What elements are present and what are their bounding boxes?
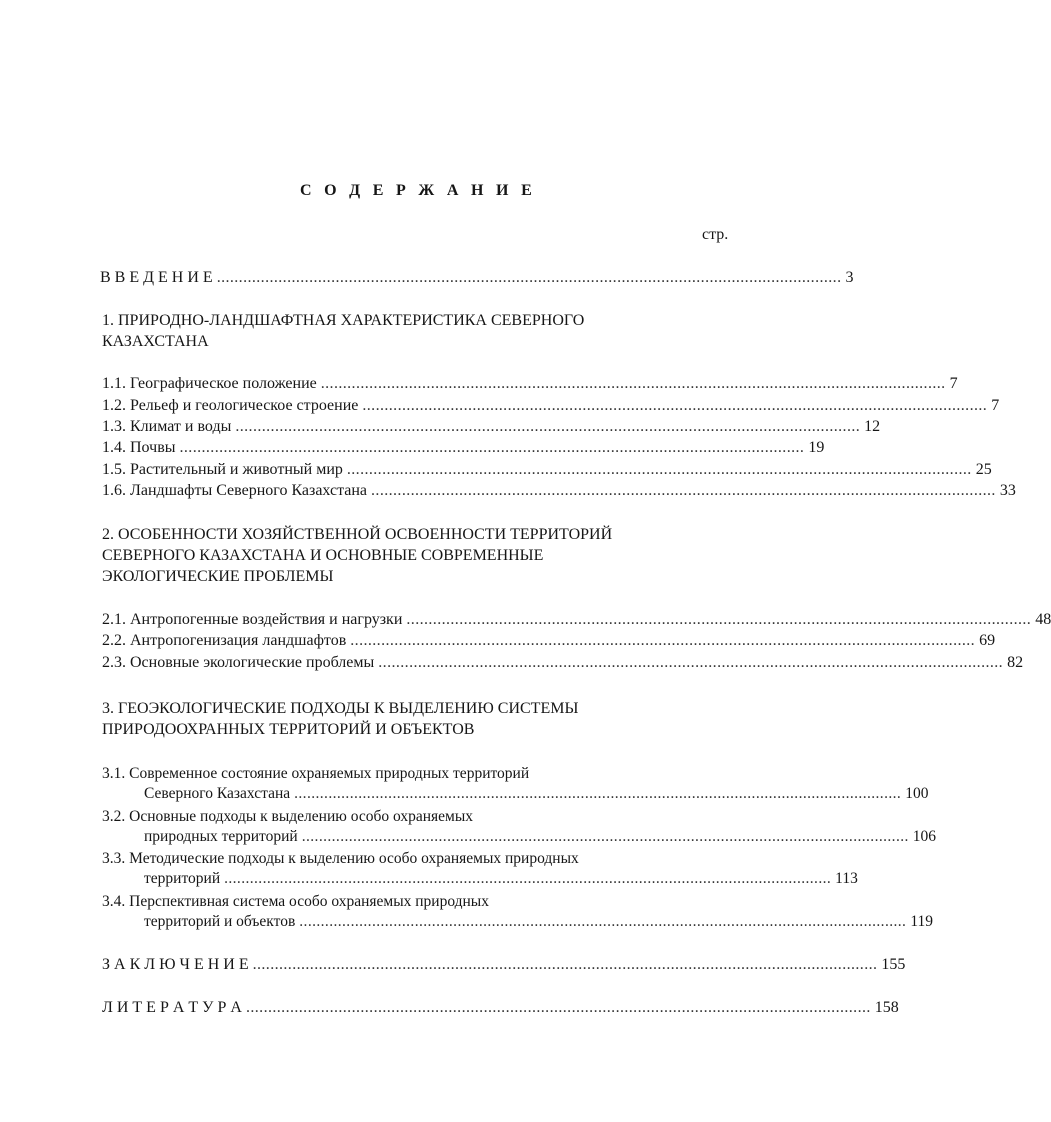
dot-leader: .............................................................................................................................................. xyxy=(362,397,988,414)
section-heading-3 xyxy=(102,698,722,740)
toc-entry-1-3[interactable] xyxy=(102,417,881,437)
toc-entry-3-1[interactable] xyxy=(102,763,929,804)
dot-leader: .............................................................................................................................................. xyxy=(350,632,976,649)
toc-entry-label: территорий и объектов xyxy=(144,913,296,930)
toc-entry-continuation xyxy=(102,869,858,889)
toc-entry-page: 3 xyxy=(845,269,854,286)
toc-entry-label: 3.4. Перспективная система особо охраняемых природных xyxy=(102,893,489,910)
dot-leader: .............................................................................................................................................. xyxy=(301,828,909,845)
dot-leader: .............................................................................................................................................. xyxy=(320,375,946,392)
toc-entry-page: 19 xyxy=(808,439,825,456)
section-heading-line: 1. ПРИРОДНО-ЛАНДШАФТНАЯ ХАРАКТЕРИСТИКА СЕВЕРНОГО xyxy=(102,312,585,329)
toc-entry-label: 1.3. Климат и воды xyxy=(102,418,232,435)
section-heading-line: ПРИРОДООХРАННЫХ ТЕРРИТОРИЙ И ОБЪЕКТОВ xyxy=(102,721,475,738)
dot-leader: .............................................................................................................................................. xyxy=(245,999,871,1016)
dot-leader: .............................................................................................................................................. xyxy=(299,913,907,930)
section-heading-line: 3. ГЕОЭКОЛОГИЧЕСКИЕ ПОДХОДЫ К ВЫДЕЛЕНИЮ СИСТЕМЫ xyxy=(102,700,579,717)
toc-entry-label: Северного Казахстана xyxy=(144,785,291,802)
toc-entry-page: 119 xyxy=(910,913,934,930)
toc-entry-page: 7 xyxy=(949,375,958,392)
toc-entry-label: 3.3. Методические подходы к выделению особо охраняемых природных xyxy=(102,850,579,867)
toc-entry-page: 7 xyxy=(991,397,1000,414)
toc-entry-continuation xyxy=(102,784,929,804)
page-column-label: стр. xyxy=(702,226,729,243)
toc-entry-3-2[interactable] xyxy=(102,806,937,847)
dot-leader: .............................................................................................................................................. xyxy=(216,269,842,286)
dot-leader: .............................................................................................................................................. xyxy=(252,956,878,973)
toc-entry-page: 48 xyxy=(1035,611,1051,628)
toc-entry-page: 69 xyxy=(979,632,996,649)
toc-entry-label: 3.1. Современное состояние охраняемых природных территорий xyxy=(102,765,530,782)
page-title: С О Д Е Р Ж А Н И Е xyxy=(299,182,537,199)
toc-entry-literature[interactable] xyxy=(102,998,899,1018)
toc-entry-conclusion[interactable] xyxy=(102,955,906,975)
toc-entry-label: В В Е Д Е Н И Е xyxy=(100,269,213,286)
toc-entry-page: 113 xyxy=(835,870,858,887)
toc-entry-label: 1.4. Почвы xyxy=(102,439,176,456)
toc-entry-label: 3.2. Основные подходы к выделению особо охраняемых xyxy=(102,808,474,825)
dot-leader: .............................................................................................................................................. xyxy=(346,461,972,478)
toc-entry-page: 33 xyxy=(999,482,1016,499)
section-heading-1 xyxy=(102,310,702,352)
toc-entry-label: 2.3. Основные экологические проблемы xyxy=(102,654,375,671)
toc-entry-page: 12 xyxy=(864,418,881,435)
toc-entry-page: 106 xyxy=(912,828,937,845)
section-heading-line: СЕВЕРНОГО КАЗАХСТАНА И ОСНОВНЫЕ СОВРЕМЕННЫЕ xyxy=(102,547,544,564)
toc-entry-1-1[interactable] xyxy=(102,374,958,394)
toc-entry-label: 2.1. Антропогенные воздействия и нагрузки xyxy=(102,611,403,628)
toc-entry-label: 1.6. Ландшафты Северного Казахстана xyxy=(102,482,368,499)
toc-entry-1-6[interactable] xyxy=(102,481,1016,501)
dot-leader: .............................................................................................................................................. xyxy=(235,418,861,435)
toc-entry-1-2[interactable] xyxy=(102,396,1000,416)
toc-entry-label: 1.5. Растительный и животный мир xyxy=(102,461,343,478)
toc-entry-label: 1.1. Географическое положение xyxy=(102,375,317,392)
dot-leader: .............................................................................................................................................. xyxy=(371,482,996,499)
toc-entry-label: З А К Л Ю Ч Е Н И Е xyxy=(102,956,249,973)
toc-entry-1-4[interactable] xyxy=(102,438,825,458)
toc-entry-page: 25 xyxy=(975,461,992,478)
toc-entry-introduction[interactable] xyxy=(100,268,854,288)
dot-leader: .............................................................................................................................................. xyxy=(294,785,902,802)
toc-entry-label: природных территорий xyxy=(144,828,298,845)
dot-leader: .............................................................................................................................................. xyxy=(224,870,832,887)
toc-entry-page: 158 xyxy=(874,999,899,1016)
toc-entry-page: 155 xyxy=(881,956,906,973)
toc-entry-label: 1.2. Рельеф и геологическое строение xyxy=(102,397,359,414)
toc-entry-label: Л И Т Е Р А Т У Р А xyxy=(102,999,242,1016)
dot-leader: .............................................................................................................................................. xyxy=(378,654,1004,671)
toc-entry-page: 100 xyxy=(905,785,929,802)
dot-leader: .............................................................................................................................................. xyxy=(406,611,1032,628)
section-heading-2 xyxy=(102,524,722,587)
section-heading-line: КАЗАХСТАНА xyxy=(102,333,209,350)
toc-entry-2-2[interactable] xyxy=(102,631,996,651)
toc-entry-2-1[interactable] xyxy=(102,610,1051,630)
toc-entry-1-5[interactable] xyxy=(102,460,992,480)
toc-entry-continuation xyxy=(102,912,934,932)
section-heading-line: 2. ОСОБЕННОСТИ ХОЗЯЙСТВЕННОЙ ОСВОЕННОСТИ ТЕРРИТОРИЙ xyxy=(102,526,613,543)
toc-entry-3-3[interactable] xyxy=(102,848,858,889)
toc-entry-label: территорий xyxy=(144,870,221,887)
dot-leader: .............................................................................................................................................. xyxy=(179,439,805,456)
section-heading-line: ЭКОЛОГИЧЕСКИЕ ПРОБЛЕМЫ xyxy=(102,568,334,585)
toc-entry-2-3[interactable] xyxy=(102,653,1024,673)
toc-entry-continuation xyxy=(102,827,937,847)
toc-entry-3-4[interactable] xyxy=(102,891,934,932)
toc-entry-label: 2.2. Антропогенизация ландшафтов xyxy=(102,632,347,649)
toc-entry-page: 82 xyxy=(1007,654,1024,671)
